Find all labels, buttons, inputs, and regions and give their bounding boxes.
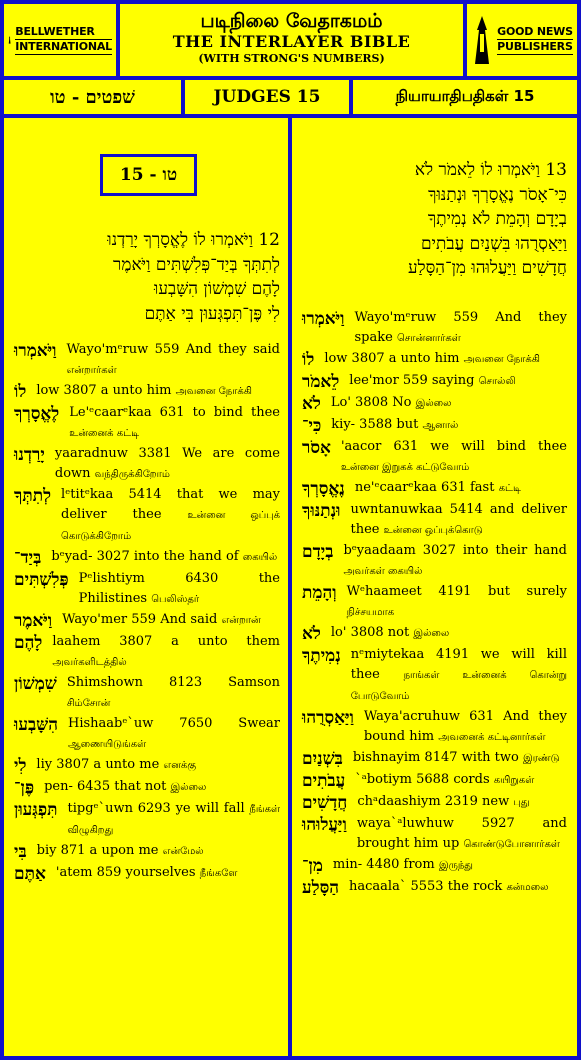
english-gloss: Lo' 3808 No [330, 395, 412, 410]
hebrew-word: לִי [14, 756, 27, 776]
tamil-gloss: ஆணையிடுங்கள் [67, 739, 147, 750]
title-block [120, 4, 463, 76]
tamil-gloss: கையில் [242, 552, 278, 563]
hebrew-word: עֲבֹתִים [302, 771, 346, 791]
verse-line: כִּי־אָסֹר נֶאֱסָרְךָ וּנְתַנּוּךָ [428, 184, 567, 205]
tamil-gloss: கட்டி [498, 483, 521, 494]
word-entry [14, 403, 280, 444]
english-gloss: low 3807 a unto him [324, 351, 460, 366]
tamil-gloss: உன்னை ஒப்புக் கொடுக்கிறோம் [61, 510, 280, 542]
hebrew-word: וַיַּעֲלוּהוּ [302, 815, 347, 835]
english-gloss: `ᵃbotiym 5688 cords [355, 772, 490, 787]
tamil-gloss: கயிறுகள் [493, 775, 535, 786]
word-entry [302, 437, 567, 478]
english-gloss: lo' 3808 not [330, 625, 410, 640]
word-gloss [26, 381, 280, 402]
hebrew-word: בְּיַד־ [14, 548, 42, 568]
word-entry [14, 799, 280, 841]
tamil-gloss: சொன்னார்கள் [396, 333, 461, 344]
tamil-gloss: இல்லை [170, 782, 207, 793]
english-gloss: bishnayim 8147 with two [352, 750, 519, 765]
verse-line: בְיָדָם וְהָמֵת לֹא נְמִיתֶךָ [427, 209, 567, 229]
tamil-gloss: வந்திருக்கிறோம் [94, 469, 170, 480]
word-entry [14, 547, 280, 569]
tamil-gloss: இல்லை [415, 398, 452, 409]
hebrew-word: וַיֹּאמֶר [14, 611, 53, 631]
hebrew-word: לָהֶם [14, 633, 43, 653]
title-tamil: படிநிலை வேதாகமம் [200, 10, 383, 32]
verse-line: חֲדָשִׁים וַיַּעֲלוּהוּ מִן־הַסָּלַע [408, 258, 567, 278]
word-gloss [321, 623, 567, 644]
word-gloss [347, 792, 567, 813]
title-english: THE INTERLAYER BIBLE [172, 32, 411, 51]
word-entry [302, 877, 567, 899]
verse-12-text [14, 228, 280, 326]
word-entry [302, 478, 567, 500]
tamil-gloss: சொல்லி [478, 376, 516, 387]
word-gloss [58, 799, 280, 841]
hebrew-word: פֶּן־ [14, 778, 35, 798]
hebrew-word: לְתִתְּךָ [14, 486, 52, 506]
word-entry [302, 541, 567, 582]
english-gloss: Wayo'mᵉruw 559 And they spake [354, 310, 567, 345]
logo-text [497, 25, 573, 55]
hebrew-word: שִׁמְשׁוֹן [14, 674, 57, 694]
nav-tamil-book[interactable]: நியாயாதிபதிகள் 15 [353, 80, 577, 114]
logo-line-1: BELLWETHER [15, 25, 112, 40]
tamil-gloss: ஆனால் [422, 420, 459, 431]
tamil-gloss: கன்மலை [506, 882, 549, 893]
english-gloss: Pᵉlishtiym 6430 the Philistines [78, 571, 280, 606]
hebrew-word: וַיֹּאמְרוּ [14, 341, 57, 361]
hebrew-word: הַסָּלַע [302, 878, 340, 898]
word-gloss [339, 371, 567, 392]
hebrew-word: מִן־ [302, 856, 323, 876]
hebrew-word: אַתֶּם [14, 864, 46, 884]
english-gloss: ne'ᵉcaarᵉkaa 631 fast [354, 480, 495, 495]
word-gloss [69, 569, 280, 610]
tamil-gloss: என்மேல் [162, 846, 204, 857]
hebrew-word: הִשָּׁבְעוּ [14, 715, 58, 735]
right-column [292, 118, 577, 1056]
word-gloss [354, 707, 567, 748]
word-entry [302, 645, 567, 707]
english-gloss: Wayo'mer 559 And said [62, 612, 218, 627]
english-gloss: Wᵉhaameet 4191 but surely [346, 584, 567, 599]
word-gloss [45, 444, 280, 485]
hebrew-word: יָרַדְנוּ [14, 445, 45, 465]
word-entry [302, 748, 567, 770]
english-gloss: liy 3807 a unto me [36, 757, 160, 772]
logo-inner-left [4, 4, 116, 76]
tamil-gloss: நீங்கள் விழுகிறது [67, 804, 281, 836]
word-entry [14, 632, 280, 673]
english-gloss: lᵉtitᵉkaa 5414 that we may deliver thee [61, 487, 280, 522]
word-gloss [27, 841, 280, 862]
word-entry [14, 444, 280, 485]
word-gloss [347, 814, 567, 855]
word-gloss [323, 855, 567, 876]
word-gloss [58, 714, 280, 755]
tamil-gloss: என்றான் [221, 615, 261, 626]
english-gloss: Wayo'mᵉruw 559 And they said [66, 342, 280, 357]
verse-line: 13 וַיֹּאמְרוּ לוֹ לֵאמֹר לֹא [414, 160, 567, 180]
logo-line-2: PUBLISHERS [497, 40, 573, 53]
word-gloss [34, 777, 280, 798]
english-gloss: chᵃdaashiym 2319 new [357, 794, 510, 809]
english-gloss: pen- 6435 that not [44, 779, 167, 794]
figure-icon [8, 14, 11, 66]
hebrew-word: לֹא [302, 394, 321, 414]
english-gloss: lee'mor 559 saying [349, 373, 475, 388]
hebrew-word: כִּי־ [302, 416, 322, 436]
logo-inner-right [467, 4, 577, 76]
word-entry [14, 777, 280, 799]
hebrew-word: לֶאֱסָרְךָ [14, 404, 60, 424]
english-gloss: 'aacor 631 we will bind thee [340, 439, 567, 454]
english-gloss: bᵉyad- 3027 into the hand of [51, 549, 239, 564]
word-gloss [345, 478, 567, 499]
tamil-gloss: புது [513, 797, 530, 808]
tamil-gloss: உன்னை ஒப்புக்கொடு [383, 525, 483, 536]
hebrew-word: בְיָדָם [302, 542, 334, 562]
hebrew-word: פְּלִשְׁתִּים [14, 570, 69, 590]
word-gloss [321, 393, 567, 414]
hebrew-word: לוֹ [302, 350, 315, 370]
hebrew-word: חֲדָשִׁים [302, 793, 348, 813]
word-gloss [51, 485, 280, 547]
word-entry [302, 582, 567, 623]
english-gloss: Hishaabᵉ`uw 7650 Swear [67, 716, 280, 731]
good-news-logo[interactable] [467, 4, 577, 76]
word-gloss [314, 349, 567, 370]
tamil-gloss: இல்லை [413, 628, 450, 639]
hebrew-word: תִּפְגְּעוּן [14, 800, 58, 820]
word-entry [14, 381, 280, 403]
word-gloss [333, 541, 567, 582]
hebrew-word: נְמִיתֶךָ [302, 646, 341, 666]
word-gloss [341, 645, 567, 707]
word-entry [302, 855, 567, 877]
word-entry [302, 770, 567, 792]
word-gloss [340, 500, 567, 541]
logo-text [15, 25, 112, 55]
hebrew-word: בִּשְׁנַיִם [302, 749, 343, 769]
word-entry [302, 415, 567, 437]
word-entry [14, 755, 280, 777]
verse-line: 12 וַיֹּאמְרוּ לוֹ לֶאֱסָרְךָ יָרַדְנוּ [107, 230, 280, 250]
chapter-label: 15 - טו [100, 154, 197, 196]
word-entry [14, 610, 280, 632]
english-gloss: biy 871 a upon me [36, 843, 159, 858]
word-gloss [52, 610, 280, 631]
word-gloss [331, 437, 567, 478]
hebrew-word: וְהָמֵת [302, 583, 337, 603]
hebrew-word: וַיַּאַסְרֻהוּ [302, 708, 354, 728]
word-list-left [14, 340, 280, 885]
english-gloss: tipgᵉ`uwn 6293 ye will fall [67, 801, 245, 816]
word-gloss [59, 403, 280, 444]
word-gloss [339, 877, 567, 898]
nav-hebrew-book[interactable]: שׁפטים - טו [4, 80, 181, 114]
word-gloss [321, 415, 567, 436]
english-gloss: bᵉyaadaam 3027 into their hand [343, 543, 567, 558]
word-entry [302, 371, 567, 393]
english-gloss: min- 4480 from [332, 857, 435, 872]
word-entry [14, 714, 280, 755]
english-gloss: uwntanuwkaa 5414 and deliver thee [350, 502, 567, 537]
word-entry [14, 340, 280, 381]
word-entry [302, 500, 567, 541]
word-gloss [57, 673, 280, 714]
hebrew-word: לוֹ [14, 382, 27, 402]
tamil-gloss: உன்னைக் கட்டி [69, 428, 140, 439]
word-gloss [337, 582, 567, 623]
english-gloss: nᵉmiytekaa 4191 we will kill thee [350, 647, 567, 682]
word-entry [14, 569, 280, 610]
english-gloss: yaaradnuw 3381 We are come down [54, 446, 280, 481]
word-entry [14, 841, 280, 863]
word-entry [14, 863, 280, 885]
logo-line-2: INTERNATIONAL [15, 40, 112, 53]
word-list-right [302, 308, 567, 899]
hebrew-word: נֶאֱסָרְךָ [302, 479, 345, 499]
tamil-gloss: அவர்களிடத்தில் [52, 657, 127, 668]
figure-icon [471, 14, 493, 66]
verse-line: לָהֶם שִׁמְשׁוֹן הִשָּׁבְעוּ [154, 279, 280, 299]
nav-english-book[interactable]: JUDGES 15 [185, 80, 349, 114]
english-gloss: 'atem 859 yourselves [55, 865, 196, 880]
tamil-gloss: அவர்கள் கையில் [343, 566, 423, 577]
word-entry [302, 393, 567, 415]
hebrew-word: לֵאמֹר [302, 372, 340, 392]
english-gloss: low 3807 a unto him [36, 383, 172, 398]
subtitle: (WITH STRONG'S NUMBERS) [198, 52, 385, 65]
word-gloss [345, 308, 568, 349]
tamil-gloss: அவனை நோக்கி [175, 386, 252, 397]
word-entry [302, 349, 567, 371]
english-gloss: Shimshown 8123 Samson [66, 675, 280, 690]
word-entry [14, 485, 280, 547]
word-gloss [57, 340, 281, 381]
verse-line: לְתִתְּךָ בְּיַד־פְּלִשְׁתִּים וַיֹּאמֶר [113, 254, 280, 275]
english-gloss: Le'ᵉcaarᵉkaa 631 to bind thee [69, 405, 280, 420]
word-gloss [46, 863, 280, 884]
tamil-gloss: உன்னை இறுகக் கட்டுவோம் [340, 462, 470, 473]
tamil-gloss: கொண்டுபோனார்கள் [463, 839, 560, 850]
tamil-gloss: அவனைக் கட்டினார்கள் [438, 732, 546, 743]
word-entry [302, 623, 567, 645]
tamil-gloss: பெலிஸ்தர் [151, 594, 200, 605]
tamil-gloss: இருந்து [438, 860, 473, 871]
tamil-gloss: அவனை நோக்கி [463, 354, 540, 365]
tamil-gloss: நிச்சயமாக [346, 607, 395, 618]
bellwether-logo[interactable] [4, 4, 116, 76]
word-gloss [345, 770, 567, 791]
hebrew-word: לֹא [302, 624, 321, 644]
logo-line-1: GOOD NEWS [497, 25, 573, 38]
word-gloss [41, 547, 280, 568]
word-gloss [26, 755, 280, 776]
verse-line: וַיַּאַסְרֻהוּ בִּשְׁנַיִם עֲבֹתִים [420, 233, 567, 254]
word-gloss [42, 632, 280, 673]
hebrew-word: אָסֹר [302, 438, 331, 458]
tamil-gloss: இரண்டு [523, 753, 560, 764]
hebrew-word: וּנְתַנּוּךָ [302, 501, 341, 521]
english-gloss: Waya'acruhuw 631 And they bound him [363, 709, 567, 744]
english-gloss: kiy- 3588 but [331, 417, 419, 432]
tamil-gloss: நாங்கள் உன்னைக் கொன்று போடுவோம் [350, 670, 567, 702]
tamil-gloss: எனக்கு [163, 760, 197, 771]
word-entry [302, 707, 567, 748]
word-entry [302, 308, 567, 349]
english-gloss: hacaala` 5553 the rock [349, 879, 503, 894]
hebrew-word: בִּי [14, 842, 27, 862]
left-column [4, 118, 288, 1056]
word-entry [302, 814, 567, 855]
verse-line: לִי פֶּן־תִּפְגְּעוּן בִּי אַתֶּם [144, 303, 280, 324]
english-gloss: waya`ᵃluwhuw 5927 and brought him up [356, 816, 567, 851]
tamil-gloss: என்றார்கள் [66, 365, 117, 376]
word-gloss [343, 748, 567, 769]
tamil-gloss: நீங்களே [199, 868, 238, 879]
tamil-gloss: சிம்சோன் [66, 698, 111, 709]
hebrew-word: וַיֹּאמְרוּ [302, 309, 345, 329]
word-entry [14, 673, 280, 714]
verse-13-text [302, 158, 567, 281]
word-entry [302, 792, 567, 814]
english-gloss: laahem 3807 a unto them [52, 634, 280, 649]
